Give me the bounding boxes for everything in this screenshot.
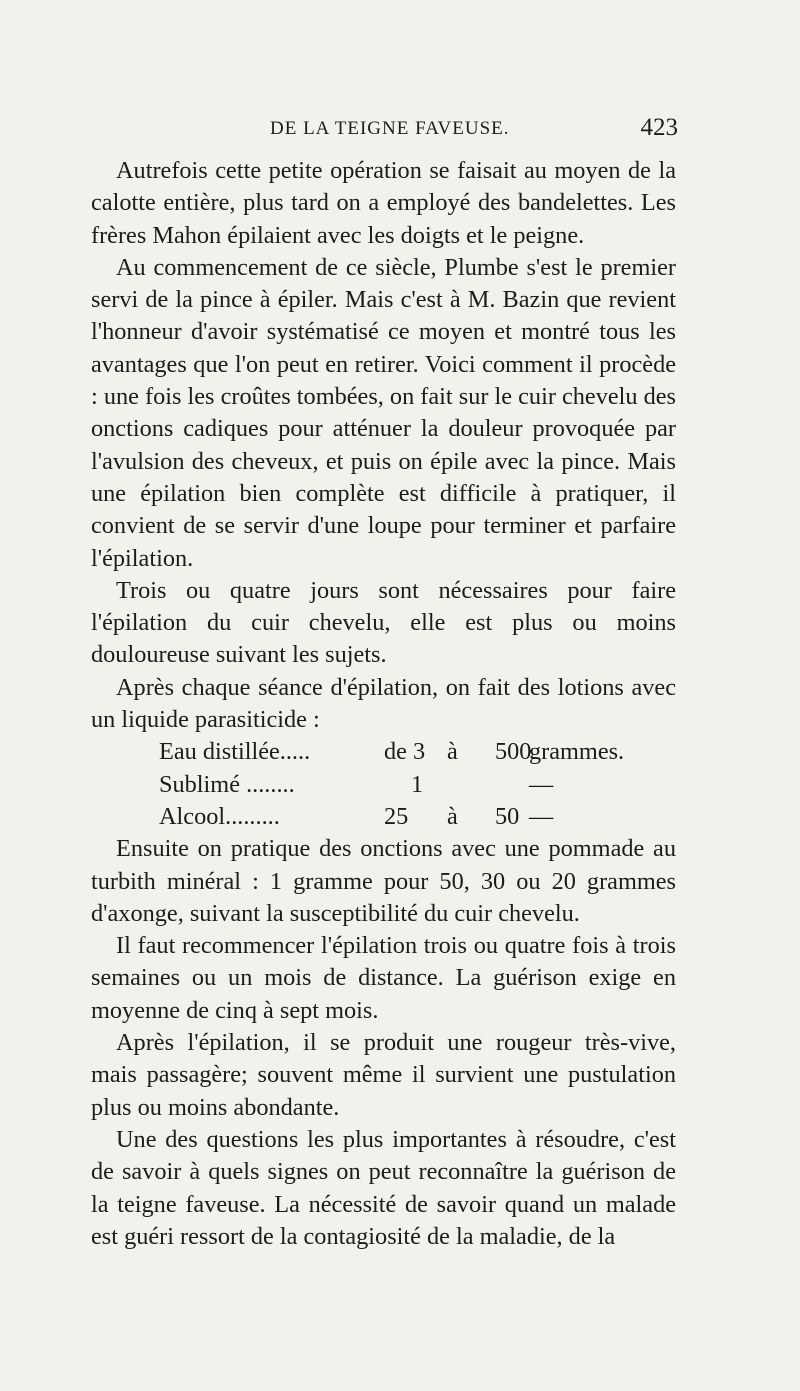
paragraph: Au commencement de ce siècle, Plumbe s'est le premier servi de la pince à épiler. Mais c'est à M. Bazin que revient l'honneur d'avoir systématisé ce moyen et montré tous les avantages que l'on peut en retirer. Voici comment il procède : une fois les croûtes tombées, on fait sur le cuir chevelu des onctions cadiques pour atténuer la douleur provoquée par l'avulsion des cheveux, et puis on épile avec la pince. Mais une épilation bien complète est difficile à pratiquer, il convient de se servir d'une loupe pour terminer et parfaire l'épilation.	[91, 253, 676, 572]
paragraph: Après chaque séance d'épilation, on fait des lotions avec un liquide parasiticide :	[91, 673, 676, 734]
formula-table	[91, 736, 676, 833]
paragraph: Il faut recommencer l'épilation trois ou quatre fois à trois semaines ou un mois de distance. La guérison exige en moyenne de cinq à sept mois.	[91, 932, 676, 1024]
quantity: 50	[495, 802, 520, 830]
quantity: de 3	[384, 738, 426, 766]
paragraph: Une des questions les plus importantes à résoudre, c'est de savoir à quels signes on peut reconnaître la guérison de la teigne faveuse. La nécessité de savoir quand un malade est guéri ressort de la contagiosité de la maladie, de la	[91, 1125, 676, 1250]
formula-row	[91, 801, 676, 833]
ingredient: Alcool.........	[159, 802, 280, 830]
running-title: DE LA TEIGNE FAVEUSE.	[270, 118, 510, 139]
formula-row	[91, 736, 676, 768]
quantity: 25	[384, 802, 409, 830]
paragraph: Trois ou quatre jours sont nécessaires pour faire l'épilation du cuir chevelu, elle est plus ou moins douloureuse suivant les sujets.	[91, 576, 676, 669]
ingredient: Sublimé ........	[159, 770, 295, 798]
paragraph: Après l'épilation, il se produit une rougeur très-vive, mais passagère; souvent même il survient une pustulation plus ou moins abondante.	[91, 1029, 676, 1121]
unit: grammes.	[529, 738, 625, 766]
quantity-separator: à	[447, 738, 458, 766]
page-body	[91, 155, 676, 1253]
formula-row	[91, 769, 676, 801]
quantity-separator: à	[447, 802, 458, 830]
quantity: 500	[495, 738, 532, 766]
paragraph: Ensuite on pratique des onctions avec une pommade au turbith minéral : 1 gramme pour 50, 30 ou 20 grammes d'axonge, suivant la susceptibilité du cuir chevelu.	[91, 835, 676, 927]
quantity: 1	[411, 770, 424, 798]
ingredient: Eau distillée.....	[159, 738, 311, 766]
page-number: 423	[640, 114, 678, 141]
unit: —	[529, 802, 554, 830]
unit: —	[529, 770, 554, 798]
paragraph: Autrefois cette petite opération se faisait au moyen de la calotte entière, plus tard on a employé des bandelettes. Les frères Mahon épilaient avec les doigts et le peigne.	[91, 157, 676, 249]
